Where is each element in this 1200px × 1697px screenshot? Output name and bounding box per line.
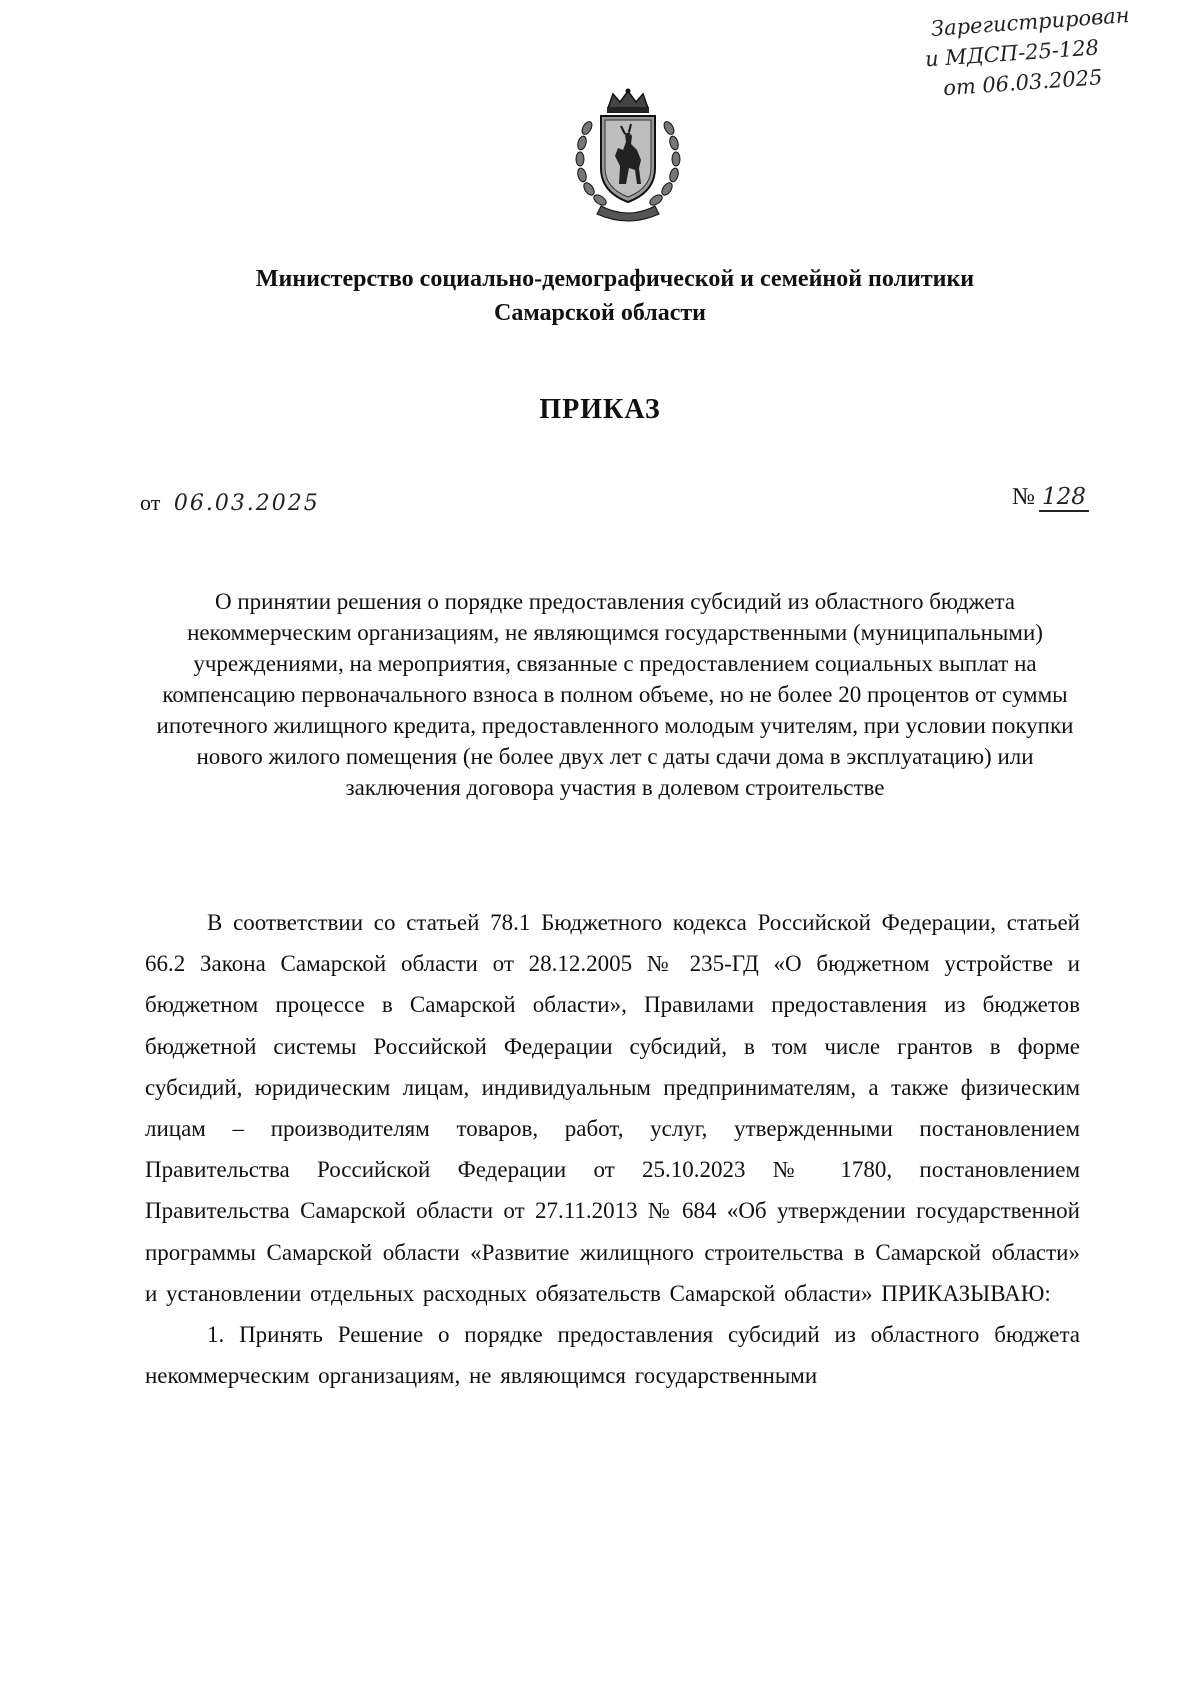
registration-note-line: Зарегистрирован [930, 3, 1131, 41]
number-value: 128 [1039, 484, 1089, 512]
order-date [140, 490, 320, 516]
order-subject: О принятии решения о порядке предоставления субсидий из областного бюджета некоммерческим организациям, не являющимся государственными (муниципальными) учреждениями, на мероприятия, связанные с предоставлением социальных выплат на компенсацию первоначального взноса в полном объеме, но не более 20 процентов от суммы ипотечного жилищного кредита, предоставленного молодым учителям, при условии покупки нового жилого помещения (не более двух лет с даты сдачи дома в эксплуатацию) или заключения договора участия в долевом строительстве [156, 589, 1074, 800]
registration-note-line: и МДСП-25-128 [924, 35, 1100, 72]
ministry-name-line2: Самарской области [494, 300, 706, 326]
number-prefix: № [1012, 484, 1035, 510]
document-type-title: ПРИКАЗ [539, 394, 661, 425]
date-prefix: от [140, 490, 161, 515]
coat-of-arms-emblem-icon [563, 88, 693, 223]
order-number [1012, 484, 1089, 512]
ministry-name [0, 262, 1200, 330]
date-value: 06.03.2025 [173, 491, 320, 516]
body-paragraph: В соответствии со статьей 78.1 Бюджетного кодекса Российской Федерации, статьей 66.2 Закона Самарской области от 28.12.2005 № 235-ГД «О бюджетном устройстве и бюджетном процессе в Самарской области», Правилами предоставления из бюджетов бюджетной системы Российской Федерации субсидий, в том числе грантов в форме субсидий, юридическим лицам, индивидуальным предпринимателям, а также физическим лицам – производителям товаров, работ, услуг, утвержденными постановлением Правительства Российской Федерации от 25.10.2023 № 1780, постановлением Правительства Самарской области от 27.11.2013 № 684 «Об утверждении государственной программы Самарской области «Развитие жилищного строительства в Самарской области» и установлении отдельных расходных обязательств Самарской области» ПРИКАЗЫВАЮ: [145, 910, 1080, 1306]
registration-note-line: от 06.03.2025 [942, 65, 1104, 101]
ministry-name-line1: Министерство социально-демографической и семейной политики [255, 266, 975, 292]
registration-handwritten-note [924, 0, 1166, 104]
order-body [145, 902, 1080, 1396]
body-paragraph: 1. Принять Решение о порядке предоставления субсидий из областного бюджета некоммерческим организациям, не являющимся государственными [145, 1322, 1080, 1389]
